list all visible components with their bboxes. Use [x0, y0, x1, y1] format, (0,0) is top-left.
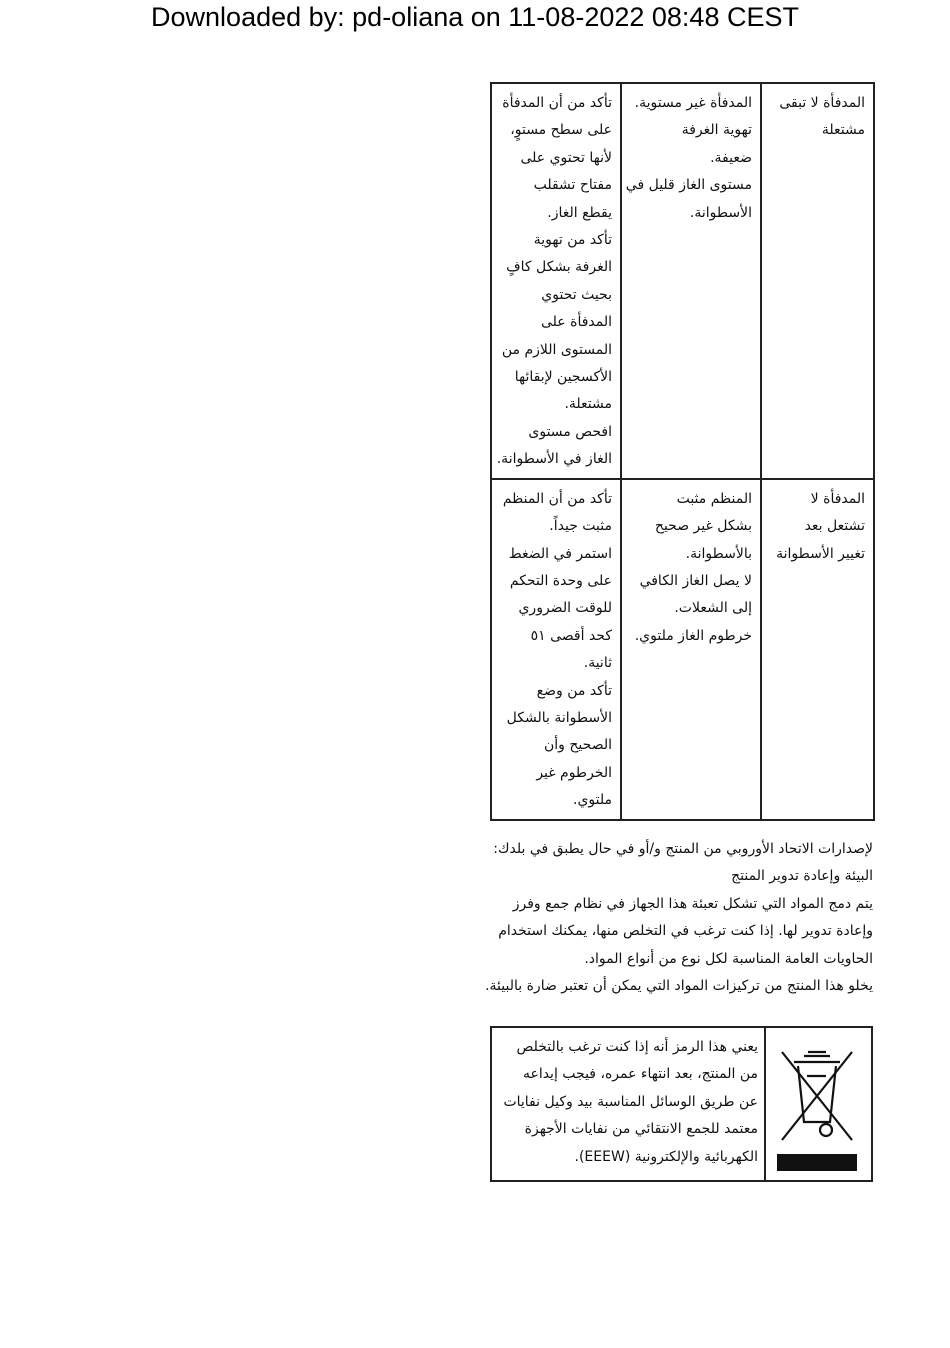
solution-line: مفتاح تشقلب: [533, 177, 612, 194]
environment-line: الحاويات العامة المناسبة لكل نوع من أنواع المواد.: [584, 950, 873, 967]
solution-line: لأنها تحتوي على: [520, 149, 612, 166]
solution-line: كحد أقصى ٥١: [530, 627, 612, 644]
problem-line: تغيير الأسطوانة: [776, 545, 865, 562]
table-row: [491, 83, 874, 479]
solution-line: ثانية.: [583, 655, 612, 672]
solution-line: مشتعلة.: [564, 396, 612, 413]
solution-line: تأكد من وضع: [536, 682, 612, 699]
solution-line: الصحيح وأن: [544, 737, 612, 754]
cause-line: ضعيفة.: [710, 149, 752, 166]
cause-line: خرطوم الغاز ملتوي.: [634, 627, 752, 644]
weee-notice-box: [490, 1026, 873, 1182]
solution-line: المستوى اللازم من: [501, 341, 612, 358]
solution-line: الخرطوم غير: [536, 764, 612, 781]
cause-line: مستوى الغاز قليل في: [625, 177, 752, 194]
solution-line: ملتوي.: [573, 792, 612, 809]
solution-line: استمر في الضغط: [508, 545, 612, 562]
solution-line: تأكد من أن المدفأة: [502, 95, 612, 111]
cause-line: بالأسطوانة.: [685, 545, 752, 562]
cause-line: بشكل غير صحيح: [654, 518, 752, 535]
crossed-out-wheelie-bin-icon: [774, 1042, 860, 1172]
problem-cell: [761, 83, 874, 479]
problem-line: المدفأة لا تبقى: [779, 95, 865, 111]
solution-line: الغاز في الأسطوانة.: [496, 451, 612, 468]
environment-line: يتم دمج المواد التي تشكل تعبئة هذا الجهاز في نظام جمع وفرز: [512, 895, 873, 912]
cause-line: الأسطوانة.: [689, 204, 752, 221]
problem-cell: [761, 479, 874, 820]
weee-line: الكهربائية والإلكترونية (EEEW).: [574, 1148, 758, 1165]
solution-line: على سطح مستوٍ،: [510, 122, 612, 139]
solution-line: تأكد من تهوية: [533, 232, 612, 249]
solution-line: المدفأة على: [541, 314, 612, 331]
cause-line: المدفأة غير مستوية.: [634, 95, 752, 111]
cause-cell: [621, 83, 761, 479]
weee-notice-text: [498, 1034, 758, 1171]
troubleshooting-table: [490, 82, 875, 821]
solution-cell: [491, 83, 621, 479]
solution-line: الأكسجين لإبقائها: [514, 369, 612, 386]
table-row: [491, 479, 874, 820]
environment-heading: البيئة وإعادة تدوير المنتج: [731, 868, 873, 885]
solution-line: مثبت جيداً.: [549, 518, 612, 535]
weee-line: يعني هذا الرمز أنه إذا كنت ترغب بالتخلص: [516, 1039, 758, 1055]
problem-line: تشتعل بعد: [804, 518, 865, 535]
solution-line: الغرفة بشكل كافٍ: [506, 259, 612, 276]
environment-line: وإعادة تدوير لها. إذا كنت ترغب في التخلص منها، يمكنك استخدام: [498, 923, 873, 940]
solution-line: الأسطوانة بالشكل: [506, 709, 612, 726]
environment-line: يخلو هذا المنتج من تركيزات المواد التي يمكن أن تعتبر ضارة بالبيئة.: [485, 978, 873, 995]
solution-line: يقطع الغاز.: [547, 204, 612, 221]
environment-section: [485, 836, 873, 1000]
problem-line: المدفأة لا: [810, 490, 865, 507]
cause-line: المنظم مثبت: [676, 490, 752, 507]
cause-line: إلى الشعلات.: [674, 600, 752, 617]
solution-line: للوقت الضروري: [518, 600, 612, 617]
weee-line: معتمد للجمع الانتقائي من نفايات الأجهزة: [524, 1121, 758, 1138]
environment-line: لإصدارات الاتحاد الأوروبي من المنتج و/أو في حال يطبق في بلدك:: [493, 841, 873, 857]
solution-line: تأكد من أن المنظم: [502, 490, 612, 507]
solution-line: بحيث تحتوي: [541, 286, 612, 303]
solution-cell: [491, 479, 621, 820]
cause-line: لا يصل الغاز الكافي: [639, 572, 752, 589]
problem-line: مشتعلة: [821, 122, 865, 139]
weee-line: من المنتج، بعد انتهاء عمره، فيجب إيداعه: [522, 1066, 758, 1083]
solution-line: افحص مستوى: [528, 423, 612, 440]
download-stamp: Downloaded by: pd-oliana on 11-08-2022 08:48 CEST: [151, 2, 799, 32]
weee-divider: [764, 1028, 766, 1180]
cause-cell: [621, 479, 761, 820]
weee-line: عن طريق الوسائل المناسبة بيد وكيل نفايات: [503, 1093, 758, 1110]
cause-line: تهوية الغرفة: [681, 122, 752, 139]
solution-line: على وحدة التحكم: [509, 572, 612, 589]
